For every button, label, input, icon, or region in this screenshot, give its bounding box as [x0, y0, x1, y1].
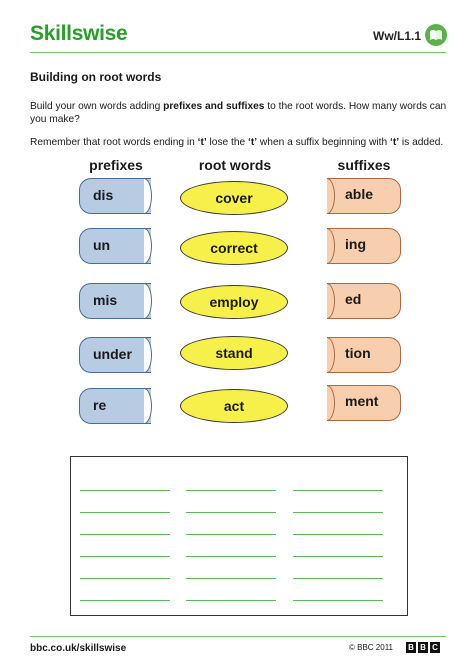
root-word-label: employ — [209, 294, 259, 310]
footer-copyright: © BBC 2011 — [349, 643, 393, 652]
prefix-card — [79, 337, 151, 373]
bbc-logo-letter: C — [430, 642, 440, 653]
root-word-label: correct — [210, 240, 258, 256]
bbc-logo-letter: B — [418, 642, 428, 653]
prefix-label: re — [93, 397, 107, 413]
writing-line — [80, 578, 170, 579]
suffix-card — [327, 337, 401, 373]
prefix-label: dis — [93, 187, 114, 203]
instruction-paragraph-2: Remember that root words ending in ‘t’ lose the ‘t’ when a suffix beginning with ‘t’ is added. — [30, 137, 444, 148]
writing-line — [293, 556, 383, 557]
suffix-card — [327, 228, 401, 264]
writing-line — [293, 534, 383, 535]
suffix-card — [327, 283, 401, 319]
suffix-label: ed — [345, 291, 362, 307]
writing-line — [80, 556, 170, 557]
writing-line — [80, 534, 170, 535]
writing-line — [186, 556, 276, 557]
writing-line — [186, 600, 276, 601]
suffix-label: able — [345, 186, 374, 202]
writing-line — [186, 512, 276, 513]
writing-line — [293, 600, 383, 601]
root-word-label: stand — [215, 345, 253, 361]
skillswise-logo: Skillswise — [30, 22, 128, 45]
prefixes-heading: prefixes — [89, 157, 143, 173]
writing-line — [80, 600, 170, 601]
prefix-label: mis — [93, 292, 118, 308]
prefix-card — [79, 228, 151, 264]
instruction-paragraph-1: Build your own words adding prefixes and suffixes to the root words. How many words can you make? — [30, 101, 447, 125]
suffix-card — [327, 385, 401, 421]
writing-line — [293, 578, 383, 579]
root-word-label: act — [223, 398, 245, 414]
writing-line — [80, 490, 170, 491]
suffixes-heading: suffixes — [337, 157, 391, 173]
page-title: Building on root words — [30, 70, 162, 84]
book-icon — [425, 24, 447, 46]
writing-line — [293, 512, 383, 513]
writing-line — [186, 534, 276, 535]
writing-line — [293, 490, 383, 491]
root-word-oval — [180, 389, 288, 423]
writing-line — [186, 578, 276, 579]
prefix-label: un — [93, 237, 111, 253]
header-divider — [30, 52, 446, 53]
suffix-label: ing — [345, 236, 366, 252]
writing-line — [186, 490, 276, 491]
prefix-card — [79, 388, 151, 424]
answer-box — [70, 456, 408, 616]
level-code: Ww/L1.1 — [373, 29, 422, 43]
root-word-label: cover — [215, 190, 253, 206]
footer-url: bbc.co.uk/skillswise — [30, 643, 127, 654]
footer-divider — [30, 636, 446, 637]
root-words-heading: root words — [198, 157, 272, 173]
writing-line — [80, 512, 170, 513]
bbc-logo-letter: B — [406, 642, 416, 653]
prefix-card — [79, 178, 151, 214]
root-word-oval — [180, 336, 288, 370]
root-word-oval — [180, 231, 288, 265]
root-word-oval — [180, 181, 288, 215]
root-word-oval — [180, 285, 288, 319]
prefix-card — [79, 283, 151, 319]
suffix-label: ment — [345, 393, 379, 409]
suffix-label: tion — [345, 345, 371, 361]
suffix-card — [327, 178, 401, 214]
prefix-label: under — [93, 346, 132, 362]
